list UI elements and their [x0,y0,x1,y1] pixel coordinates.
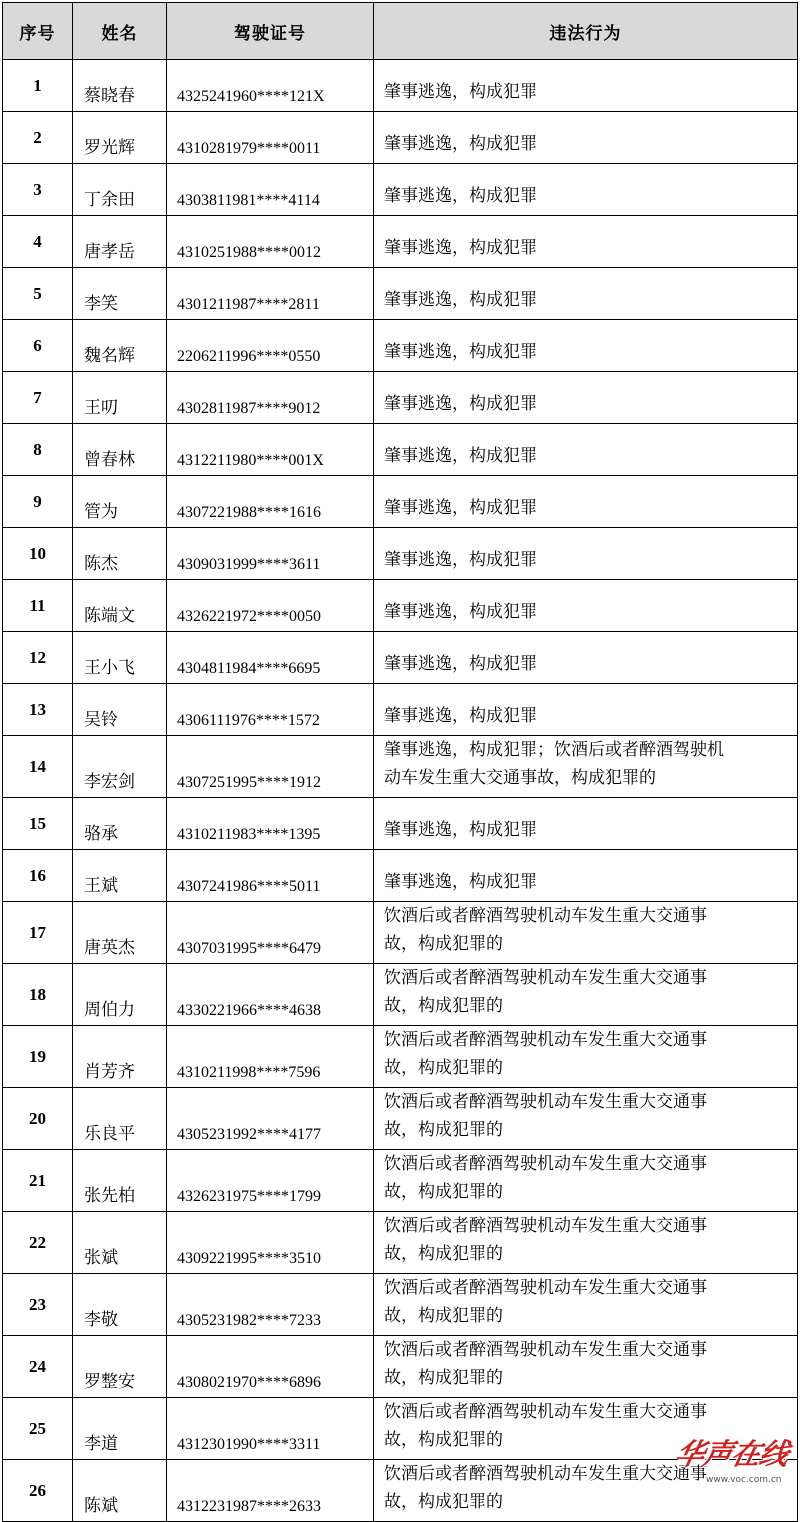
table-row [3,216,798,268]
cell-license-number: 4309221995****3510 [167,1212,374,1274]
violation-line: 肇事逃逸，构成犯罪 [384,134,537,154]
cell-serial-number: 20 [3,1088,73,1150]
violation-line: 故，构成犯罪的 [384,1492,503,1512]
cell-name: 李笑 [73,268,167,320]
cell-violation [374,164,798,216]
watermark-url: www.voc.com.cn [706,1475,782,1485]
table-row [3,320,798,372]
violation-line: 肇事逃逸，构成犯罪 [384,654,537,674]
violation-line: 故，构成犯罪的 [384,934,503,954]
cell-violation [374,1088,798,1150]
cell-name: 周伯力 [73,964,167,1026]
cell-license-number: 4305231982****7233 [167,1274,374,1336]
table-row [3,964,798,1026]
violation-line: 故，构成犯罪的 [384,1306,503,1326]
cell-license-number: 4326221972****0050 [167,580,374,632]
violation-line: 饮酒后或者醉酒驾驶机动车发生重大交通事 [384,1154,707,1174]
violation-line: 故，构成犯罪的 [384,1244,503,1264]
table-row [3,1026,798,1088]
violation-line: 故，构成犯罪的 [384,1368,503,1388]
cell-name: 李道 [73,1398,167,1460]
violation-line: 肇事逃逸，构成犯罪；饮酒后或者醉酒驾驶机 [384,740,724,760]
cell-license-number: 4326231975****1799 [167,1150,374,1212]
violation-line: 肇事逃逸，构成犯罪 [384,706,537,726]
cell-violation [374,268,798,320]
violation-line: 饮酒后或者醉酒驾驶机动车发生重大交通事 [384,1030,707,1050]
cell-license-number: 4330221966****4638 [167,964,374,1026]
cell-license-number: 4308021970****6896 [167,1336,374,1398]
cell-license-number: 4301211987****2811 [167,268,374,320]
table-row [3,902,798,964]
cell-serial-number: 12 [3,632,73,684]
violation-line: 故，构成犯罪的 [384,996,503,1016]
cell-license-number: 4303811981****4114 [167,164,374,216]
header-serial-number: 序号 [3,3,73,60]
violation-line: 肇事逃逸，构成犯罪 [384,602,537,622]
cell-serial-number: 18 [3,964,73,1026]
violation-line: 肇事逃逸，构成犯罪 [384,498,537,518]
table-row [3,1150,798,1212]
table-row [3,580,798,632]
table-row [3,798,798,850]
cell-name: 唐英杰 [73,902,167,964]
table-row [3,632,798,684]
table-row [3,60,798,112]
cell-name: 陈端文 [73,580,167,632]
cell-serial-number: 26 [3,1460,73,1522]
cell-license-number: 4307241986****5011 [167,850,374,902]
cell-name: 罗整安 [73,1336,167,1398]
violation-line: 故，构成犯罪的 [384,1182,503,1202]
watermark-logo [672,1432,796,1492]
cell-license-number: 4302811987****9012 [167,372,374,424]
cell-violation [374,580,798,632]
watermark-logo-text: 华声在线 [672,1437,792,1471]
header-name: 姓名 [73,3,167,60]
cell-license-number: 4307251995****1912 [167,736,374,798]
table-row [3,736,798,798]
cell-license-number: 4312231987****2633 [167,1460,374,1522]
cell-serial-number: 10 [3,528,73,580]
cell-name: 李敬 [73,1274,167,1336]
cell-name: 陈杰 [73,528,167,580]
violation-line: 肇事逃逸，构成犯罪 [384,872,537,892]
cell-violation [374,632,798,684]
cell-violation [374,424,798,476]
cell-violation [374,798,798,850]
cell-serial-number: 13 [3,684,73,736]
cell-serial-number: 22 [3,1212,73,1274]
cell-name: 魏名辉 [73,320,167,372]
cell-serial-number: 21 [3,1150,73,1212]
cell-serial-number: 4 [3,216,73,268]
cell-serial-number: 8 [3,424,73,476]
violation-line: 饮酒后或者醉酒驾驶机动车发生重大交通事 [384,968,707,988]
table-row [3,850,798,902]
table-row [3,424,798,476]
violation-line: 饮酒后或者醉酒驾驶机动车发生重大交通事 [384,1464,707,1484]
table-row [3,476,798,528]
cell-serial-number: 1 [3,60,73,112]
cell-license-number: 2206211996****0550 [167,320,374,372]
cell-name: 李宏剑 [73,736,167,798]
cell-violation [374,684,798,736]
violation-line: 肇事逃逸，构成犯罪 [384,342,537,362]
cell-license-number: 4312211980****001X [167,424,374,476]
cell-serial-number: 7 [3,372,73,424]
cell-name: 乐良平 [73,1088,167,1150]
cell-serial-number: 15 [3,798,73,850]
cell-license-number: 4304811984****6695 [167,632,374,684]
violation-line: 肇事逃逸，构成犯罪 [384,186,537,206]
cell-serial-number: 2 [3,112,73,164]
cell-serial-number: 9 [3,476,73,528]
violation-line: 饮酒后或者醉酒驾驶机动车发生重大交通事 [384,1402,707,1422]
cell-violation [374,372,798,424]
cell-violation [374,112,798,164]
cell-violation [374,964,798,1026]
violation-line: 故，构成犯罪的 [384,1058,503,1078]
violation-line: 饮酒后或者醉酒驾驶机动车发生重大交通事 [384,1092,707,1112]
cell-name: 张斌 [73,1212,167,1274]
cell-name: 蔡晓春 [73,60,167,112]
violation-line: 饮酒后或者醉酒驾驶机动车发生重大交通事 [384,1278,707,1298]
cell-license-number: 4305231992****4177 [167,1088,374,1150]
cell-serial-number: 23 [3,1274,73,1336]
table-row [3,1212,798,1274]
header-license-number: 驾驶证号 [167,3,374,60]
cell-name: 陈斌 [73,1460,167,1522]
cell-name: 王叨 [73,372,167,424]
cell-license-number: 4306111976****1572 [167,684,374,736]
cell-license-number: 4307031995****6479 [167,902,374,964]
cell-serial-number: 16 [3,850,73,902]
table-row [3,164,798,216]
table-row [3,528,798,580]
violation-line: 饮酒后或者醉酒驾驶机动车发生重大交通事 [384,906,707,926]
cell-name: 丁余田 [73,164,167,216]
violation-line: 肇事逃逸，构成犯罪 [384,290,537,310]
cell-violation [374,476,798,528]
cell-name: 曾春林 [73,424,167,476]
cell-violation [374,1336,798,1398]
cell-license-number: 4309031999****3611 [167,528,374,580]
cell-name: 骆承 [73,798,167,850]
cell-serial-number: 19 [3,1026,73,1088]
cell-violation [374,528,798,580]
cell-name: 王斌 [73,850,167,902]
cell-serial-number: 3 [3,164,73,216]
violation-line: 动车发生重大交通事故，构成犯罪的 [384,768,656,788]
cell-license-number: 4310211998****7596 [167,1026,374,1088]
cell-violation [374,902,798,964]
cell-name: 张先柏 [73,1150,167,1212]
cell-license-number: 4310211983****1395 [167,798,374,850]
violation-line: 肇事逃逸，构成犯罪 [384,550,537,570]
header-violation: 违法行为 [374,3,798,60]
cell-violation [374,1150,798,1212]
cell-serial-number: 24 [3,1336,73,1398]
cell-license-number: 4310251988****0012 [167,216,374,268]
violation-line: 肇事逃逸，构成犯罪 [384,446,537,466]
cell-violation [374,1212,798,1274]
cell-license-number: 4312301990****3311 [167,1398,374,1460]
table-body [3,60,798,1522]
cell-violation [374,320,798,372]
cell-name: 唐孝岳 [73,216,167,268]
cell-serial-number: 17 [3,902,73,964]
violation-line: 肇事逃逸，构成犯罪 [384,820,537,840]
table-row [3,112,798,164]
violation-line: 饮酒后或者醉酒驾驶机动车发生重大交通事 [384,1340,707,1360]
cell-violation [374,1026,798,1088]
cell-license-number: 4310281979****0011 [167,112,374,164]
table-row [3,1274,798,1336]
cell-serial-number: 14 [3,736,73,798]
cell-name: 吴铃 [73,684,167,736]
cell-serial-number: 11 [3,580,73,632]
cell-name: 罗光辉 [73,112,167,164]
violation-line: 肇事逃逸，构成犯罪 [384,82,537,102]
violation-line: 故，构成犯罪的 [384,1120,503,1140]
table-row [3,684,798,736]
cell-serial-number: 6 [3,320,73,372]
cell-license-number: 4307221988****1616 [167,476,374,528]
cell-violation [374,850,798,902]
table-header-row [3,3,798,60]
violation-line: 肇事逃逸，构成犯罪 [384,238,537,258]
violation-line: 故，构成犯罪的 [384,1430,503,1450]
cell-serial-number: 5 [3,268,73,320]
cell-violation [374,216,798,268]
table-row [3,268,798,320]
cell-violation [374,1274,798,1336]
table-row [3,372,798,424]
table-row [3,1088,798,1150]
cell-license-number: 4325241960****121X [167,60,374,112]
cell-name: 管为 [73,476,167,528]
violator-table [2,2,798,1522]
cell-violation [374,736,798,798]
cell-name: 王小飞 [73,632,167,684]
cell-violation [374,60,798,112]
violation-line: 饮酒后或者醉酒驾驶机动车发生重大交通事 [384,1216,707,1236]
table-row [3,1336,798,1398]
cell-serial-number: 25 [3,1398,73,1460]
violation-line: 肇事逃逸，构成犯罪 [384,394,537,414]
cell-name: 肖芳齐 [73,1026,167,1088]
